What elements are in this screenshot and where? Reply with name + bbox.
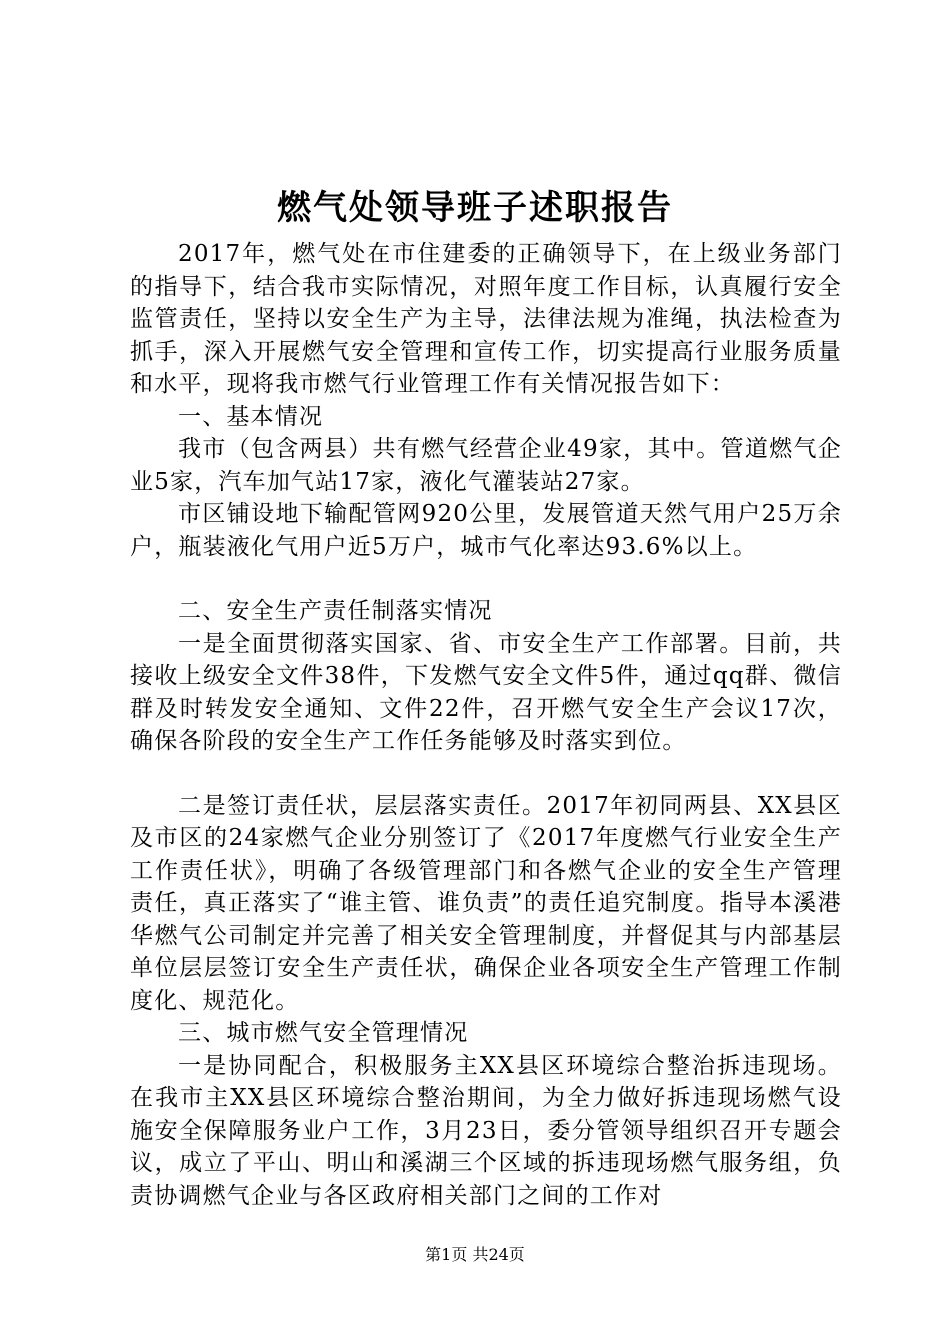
section-heading-management: 三、城市燃气安全管理情况	[178, 1020, 469, 1046]
safety-paragraph-1: 一是全面贯彻落实国家、省、市安全生产工作部署。目前，共接收上级安全文件38件，下发燃气安全文件5件，通过qq群、微信群及时转发安全通知、文件22件，召开燃气安全生产会议17次，确保各阶段的安全生产工作任务能够及时落实到位。	[130, 630, 842, 754]
document-title: 燃气处领导班子述职报告	[277, 188, 673, 228]
page-footer: 第1页 共24页	[425, 1245, 525, 1264]
basic-paragraph-2: 市区铺设地下输配管网920公里，发展管道天然气用户25万余户，瓶装液化气用户近5万户，城市气化率达93.6%以上。	[130, 501, 842, 560]
document-body	[130, 238, 842, 1212]
basic-paragraph-1: 我市（包含两县）共有燃气经营企业49家，其中。管道燃气企业5家，汽车加气站17家，液化气灌装站27家。	[130, 436, 842, 495]
section-heading-safety: 二、安全生产责任制落实情况	[178, 598, 493, 624]
section-heading-basic: 一、基本情况	[178, 403, 324, 430]
management-paragraph-1: 一是协同配合，积极服务主XX县区环境综合整治拆违现场。在我市主XX县区环境综合整治期间，为全力做好拆违现场燃气设施安全保障服务业户工作，3月23日，委分管领导组织召开专题会议，成立了平山、明山和溪湖三个区域的拆违现场燃气服务组，负责协调燃气企业与各区政府相关部门之间的工作对	[130, 1052, 842, 1209]
safety-paragraph-2: 二是签订责任状，层层落实责任。2017年初同两县、XX县区及市区的24家燃气企业分别签订了《2017年度燃气行业安全生产工作责任状》，明确了各级管理部门和各燃气企业的安全生产管理责任，真正落实了“谁主管、谁负责”的责任追究制度。指导本溪港华燃气公司制定并完善了相关安全管理制度，并督促其与内部基层单位层层签订安全生产责任状，确保企业各项安全生产管理工作制度化、规范化。	[130, 792, 842, 1014]
intro-paragraph: 2017年，燃气处在市住建委的正确领导下，在上级业务部门的指导下，结合我市实际情况，对照年度工作目标，认真履行安全监管责任，坚持以安全生产为主导，法律法规为准绳，执法检查为抓手，深入开展燃气安全管理和宣传工作，切实提高行业服务质量和水平，现将我市燃气行业管理工作有关情况报告如下：	[130, 241, 842, 397]
